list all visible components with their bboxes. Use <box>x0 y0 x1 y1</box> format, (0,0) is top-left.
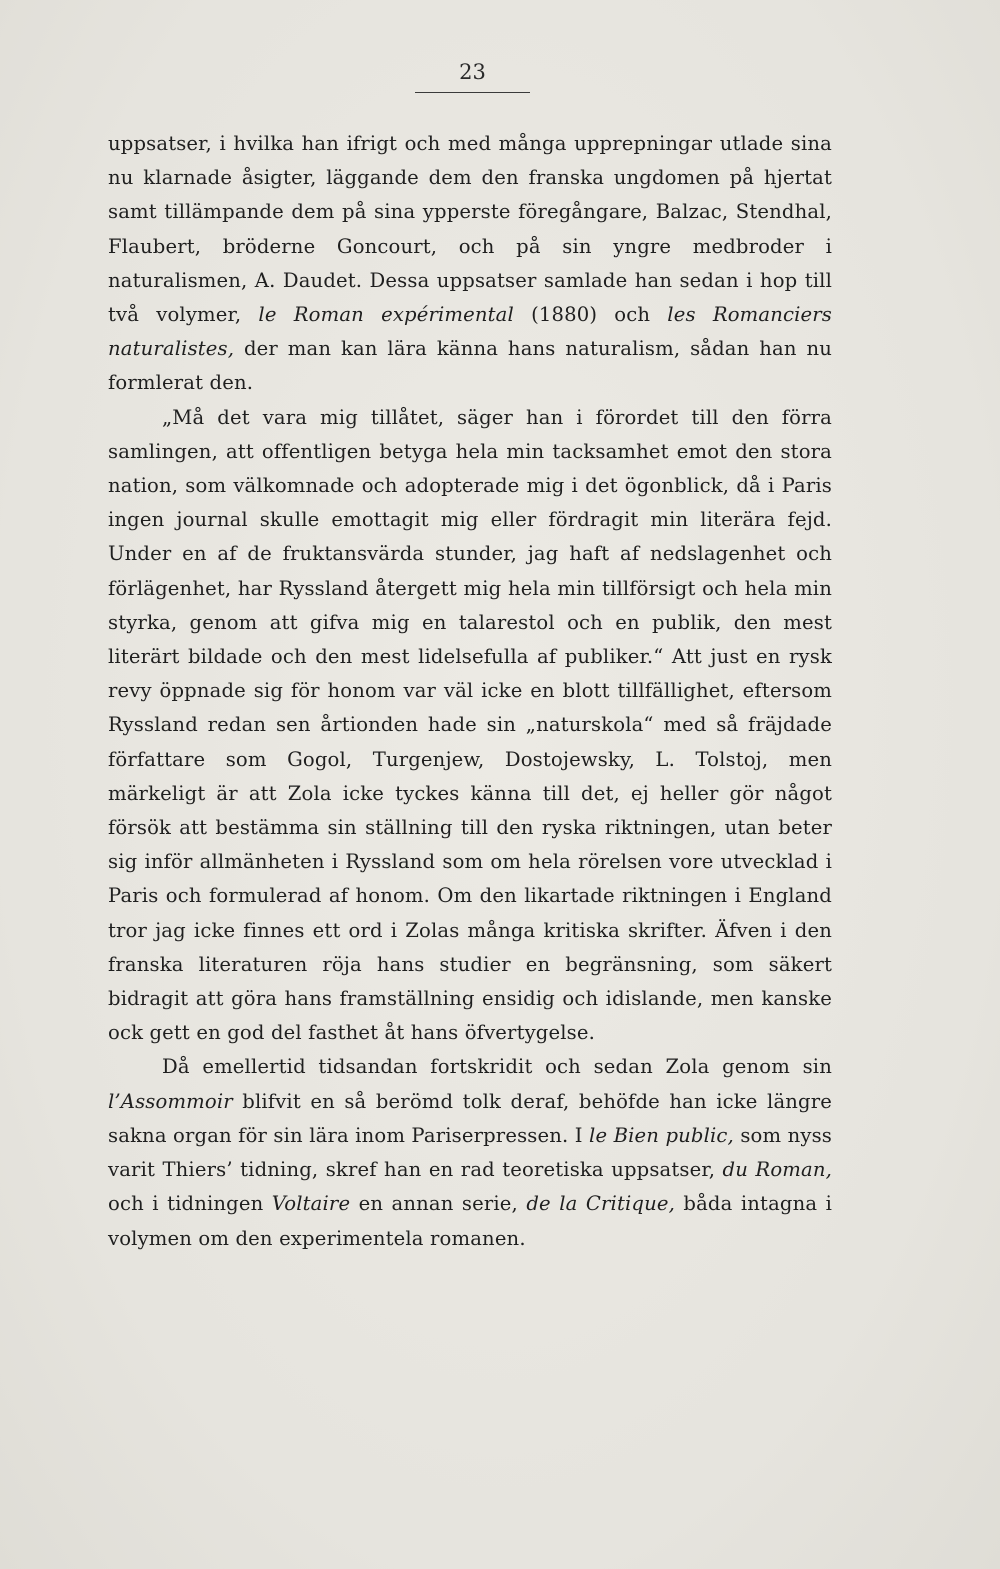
text-run: Då emellertid tidsandan fortskridit och sedan Zola genom sin <box>162 1055 832 1079</box>
text-run: som nyss varit Thiers’ tidning, skref han en rad teoretiska uppsatser, <box>108 1123 832 1182</box>
italic-title: Voltaire <box>271 1192 351 1216</box>
italic-title: les Romanciers naturalistes, <box>108 303 833 361</box>
paragraph <box>108 1050 832 1255</box>
text-run: och i tidningen <box>108 1192 272 1216</box>
italic-title: le Bien public, <box>589 1123 734 1147</box>
text-run: (1880) och <box>513 303 668 327</box>
text-run: „Må det vara mig tillåtet, säger han i förordet till den förra samlingen, att offentligen betyga hela min tacksamhet emot den stora nation, som välkomnade och adopterade mig i det ögonblick, då i Paris ingen journal skulle emottagit mig eller fördragit min literära fejd. Under en af de fruktansvärda stunder, jag haft af nedslagenhet och förlägenhet, har Ryssland återgett mig hela min tillförsigt och hela min styrka, genom att gifva mig en talarestol och en publik, den mest literärt bildade och den mest lidelsefulla af publiker.“ Att just en rysk revy öppnade sig för honom var väl icke en blott tillfällighet, eftersom Ryssland redan sen årtionden hade sin „naturskola“ med så fräjdade författare som Gogol, Turgenjew, Dostojewsky, L. Tolstoj, men märkeligt är att Zola icke tyckes känna till det, ej heller gör något försök att bestämma sin ställning till den ryska riktningen, utan beter sig inför allmänheten i Ryssland som om hela rörelsen vore utvecklad i Paris och formulerad af honom. Om den likartade riktningen i England tror jag icke finnes ett ord i Zolas många kritiska skrifter. Äfven i den franska literaturen röja hans studier en begränsning, som säkert bidragit att göra hans framställning ensidig och idislande, men kanske ock gett en god del fasthet åt hans öfvertygelse. <box>108 405 832 1045</box>
italic-title: le Roman expérimental <box>258 303 514 327</box>
paragraph <box>108 127 832 401</box>
page-number: 23 <box>459 60 486 84</box>
italic-title: l’Assommoir <box>108 1089 233 1113</box>
text-run: uppsatser, i hvilka han ifrigt och med många upprepningar utlade sina nu klarnade åsigter, läggande dem den franska ungdomen på hjertat samt tillämpande dem på sina ypperste föregångare, Balzac, Stendhal, Flaubert, bröderne Goncourt, och på sin yngre medbroder i naturalismen, A. Daudet. Dessa uppsatser samlade han sedan i hop till två volymer, <box>108 132 832 327</box>
paragraph <box>108 401 832 1051</box>
text-run: en annan serie, <box>350 1192 527 1216</box>
body-text <box>108 127 832 1256</box>
italic-title: de la Critique, <box>526 1192 675 1216</box>
text-run: blifvit en så berömd tolk deraf, behöfde han icke längre sakna organ för sin lära inom Pariserpressen. I <box>108 1089 832 1147</box>
italic-title: du Roman, <box>722 1158 832 1182</box>
text-run: båda intagna i volymen om den experimentela romanen. <box>108 1192 833 1250</box>
text-run: der man kan lära känna hans naturalism, sådan han nu formlerat den. <box>108 337 832 395</box>
header-rule <box>415 92 530 93</box>
page-header <box>415 58 530 93</box>
